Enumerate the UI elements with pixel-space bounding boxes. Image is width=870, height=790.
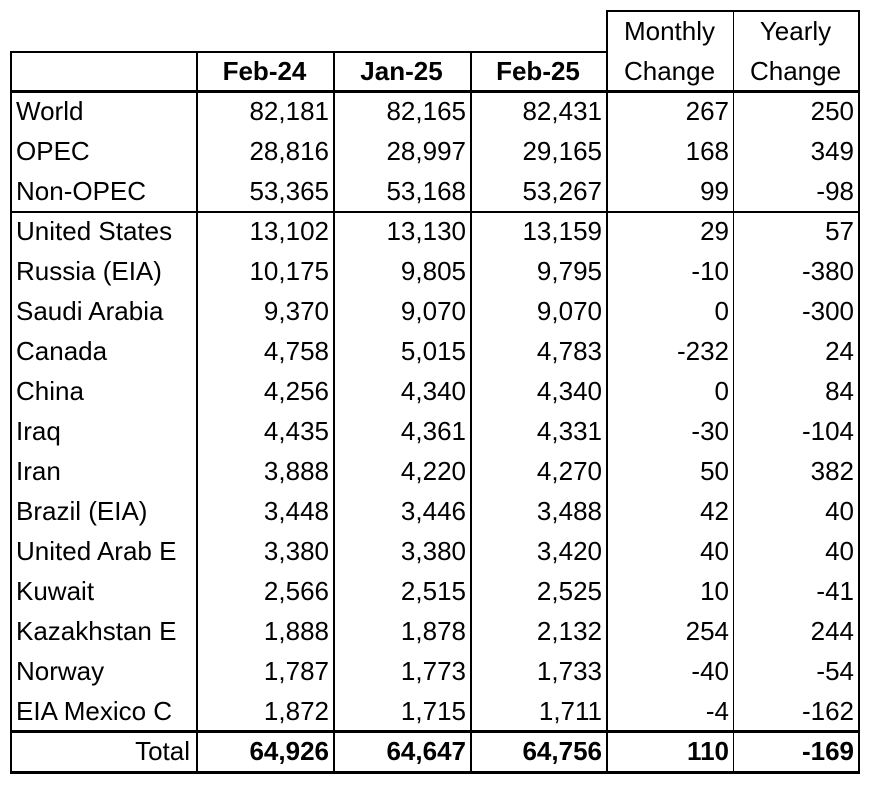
table-row-label: Kazakhstan E [16, 616, 177, 646]
header-monthly-line2: Change [623, 56, 716, 86]
table-row-value: -40 [691, 656, 729, 686]
table-row-value: 82,181 [249, 96, 329, 126]
table-row-value: 267 [685, 96, 729, 126]
table-row-value: 28,816 [249, 136, 329, 166]
table-row-value: -4 [705, 696, 729, 726]
table-row-label: Non-OPEC [16, 176, 147, 206]
table-row-value: 82,431 [522, 96, 602, 126]
header-top-border-left [10, 51, 606, 53]
table-row-value: 40 [825, 496, 854, 526]
table-row-value: 0 [714, 296, 729, 326]
total-row-value: 64,647 [386, 736, 466, 766]
table-row-value: 254 [685, 616, 729, 646]
table-row-value: 4,220 [400, 456, 466, 486]
right-border [858, 10, 860, 774]
table-row-value: 4,331 [536, 416, 602, 446]
total-row-label: Total [135, 736, 190, 766]
column-border [470, 51, 472, 774]
table-row-value: 4,340 [536, 376, 602, 406]
table-row-value: 9,370 [263, 296, 329, 326]
table-row-value: 10 [700, 576, 729, 606]
table-row-value: 349 [810, 136, 854, 166]
table-row-value: 24 [825, 336, 854, 366]
total-row-value: 64,926 [249, 736, 329, 766]
table-row-label: World [16, 96, 84, 126]
table-row-value: -380 [801, 256, 854, 286]
table-row-value: -104 [801, 416, 854, 446]
column-border [606, 10, 608, 774]
table-row-value: 53,365 [249, 176, 329, 206]
table-row-value: 42 [700, 496, 729, 526]
table-row-value: 3,888 [263, 456, 329, 486]
column-border [196, 51, 198, 774]
table-row-value: 168 [685, 136, 729, 166]
table-row-value: 1,773 [400, 656, 466, 686]
table-row-value: 3,446 [400, 496, 466, 526]
table-row-label: United States [16, 216, 173, 246]
table-row-label: Brazil (EIA) [16, 496, 148, 526]
table-row-label: Norway [16, 656, 105, 686]
table-row-value: 3,488 [536, 496, 602, 526]
table-row-value: 13,102 [249, 216, 329, 246]
table-row-value: 4,435 [263, 416, 329, 446]
table-row-value: 82,165 [386, 96, 466, 126]
header-yearly-line1: Yearly [759, 15, 832, 46]
table-row-value: 3,380 [400, 536, 466, 566]
left-border [10, 51, 12, 774]
table-row-value: 1,733 [536, 656, 602, 686]
table-row-value: 4,256 [263, 376, 329, 406]
table-row-value: 1,878 [400, 616, 466, 646]
table-row-label: Iran [16, 456, 61, 486]
table-row-value: 0 [714, 376, 729, 406]
table-row-value: 13,159 [522, 216, 602, 246]
table-row-value: 40 [825, 536, 854, 566]
table-row-value: 382 [810, 456, 854, 486]
table-row-label: OPEC [16, 136, 90, 166]
table-row-label: United Arab E [16, 536, 177, 566]
table-row-value: 3,448 [263, 496, 329, 526]
table-row-value: -98 [816, 176, 854, 206]
table-row-label: Saudi Arabia [16, 296, 164, 326]
table-row-value: 5,015 [400, 336, 466, 366]
table-row-value: 10,175 [249, 256, 329, 286]
table-row-value: 4,783 [536, 336, 602, 366]
table-row-value: 244 [810, 616, 854, 646]
header-jan-25: Jan-25 [360, 56, 443, 86]
table-row-value: 29,165 [522, 136, 602, 166]
total-row-value: -169 [801, 736, 854, 766]
table-row-label: China [16, 376, 84, 406]
table-row-value: 1,715 [400, 696, 466, 726]
table-row-value: 4,758 [263, 336, 329, 366]
table-row-value: -162 [801, 696, 854, 726]
table-row-value: 3,420 [536, 536, 602, 566]
table-row-value: -30 [691, 416, 729, 446]
table-row-value: 2,515 [400, 576, 466, 606]
header-feb-25: Feb-25 [496, 56, 580, 86]
table-row-value: 2,566 [263, 576, 329, 606]
table-row-value: 13,130 [386, 216, 466, 246]
table-row-value: 9,070 [400, 296, 466, 326]
table-row-value: 250 [810, 96, 854, 126]
table-row-value: 4,270 [536, 456, 602, 486]
column-border-thin [733, 10, 734, 774]
table-row-value: 1,787 [263, 656, 329, 686]
table-row-value: -41 [816, 576, 854, 606]
table-row-value: -54 [816, 656, 854, 686]
table-row-value: 3,380 [263, 536, 329, 566]
table-row-value: 99 [700, 176, 729, 206]
table-row-value: 4,361 [400, 416, 466, 446]
table-row-value: 4,340 [400, 376, 466, 406]
header-feb-24: Feb-24 [222, 56, 307, 86]
header-monthly-line1: Monthly [623, 15, 716, 46]
table-row-value: 28,997 [386, 136, 466, 166]
table-row-value: -232 [676, 336, 729, 366]
table-row-value: 53,168 [386, 176, 466, 206]
table-row-value: 57 [825, 216, 854, 246]
table-row-value: 1,888 [263, 616, 329, 646]
column-border [333, 51, 335, 774]
table-row-value: 9,070 [536, 296, 602, 326]
table-row-value: -300 [801, 296, 854, 326]
table-row-value: 84 [825, 376, 854, 406]
table-row-value: 29 [700, 216, 729, 246]
header-yearly-line2: Change [749, 56, 842, 86]
table-row-value: 2,132 [536, 616, 602, 646]
table-row-label: Russia (EIA) [16, 256, 162, 286]
table-row-value: 40 [700, 536, 729, 566]
table-row-value: 50 [700, 456, 729, 486]
table-row-label: Canada [16, 336, 108, 366]
table-row-label: Kuwait [16, 576, 95, 606]
table-row-value: 9,795 [536, 256, 602, 286]
table-row-label: EIA Mexico C [16, 696, 173, 726]
table-row-value: 1,711 [538, 696, 602, 726]
table-row-value: -10 [691, 256, 729, 286]
table-row-value: 53,267 [522, 176, 602, 206]
table-row-label: Iraq [16, 416, 61, 446]
table-row-value: 1,872 [263, 696, 329, 726]
table-row-value: 2,525 [536, 576, 602, 606]
total-row-value: 64,756 [522, 736, 602, 766]
table-row-value: 9,805 [400, 256, 466, 286]
total-row-value: 110 [687, 736, 729, 766]
